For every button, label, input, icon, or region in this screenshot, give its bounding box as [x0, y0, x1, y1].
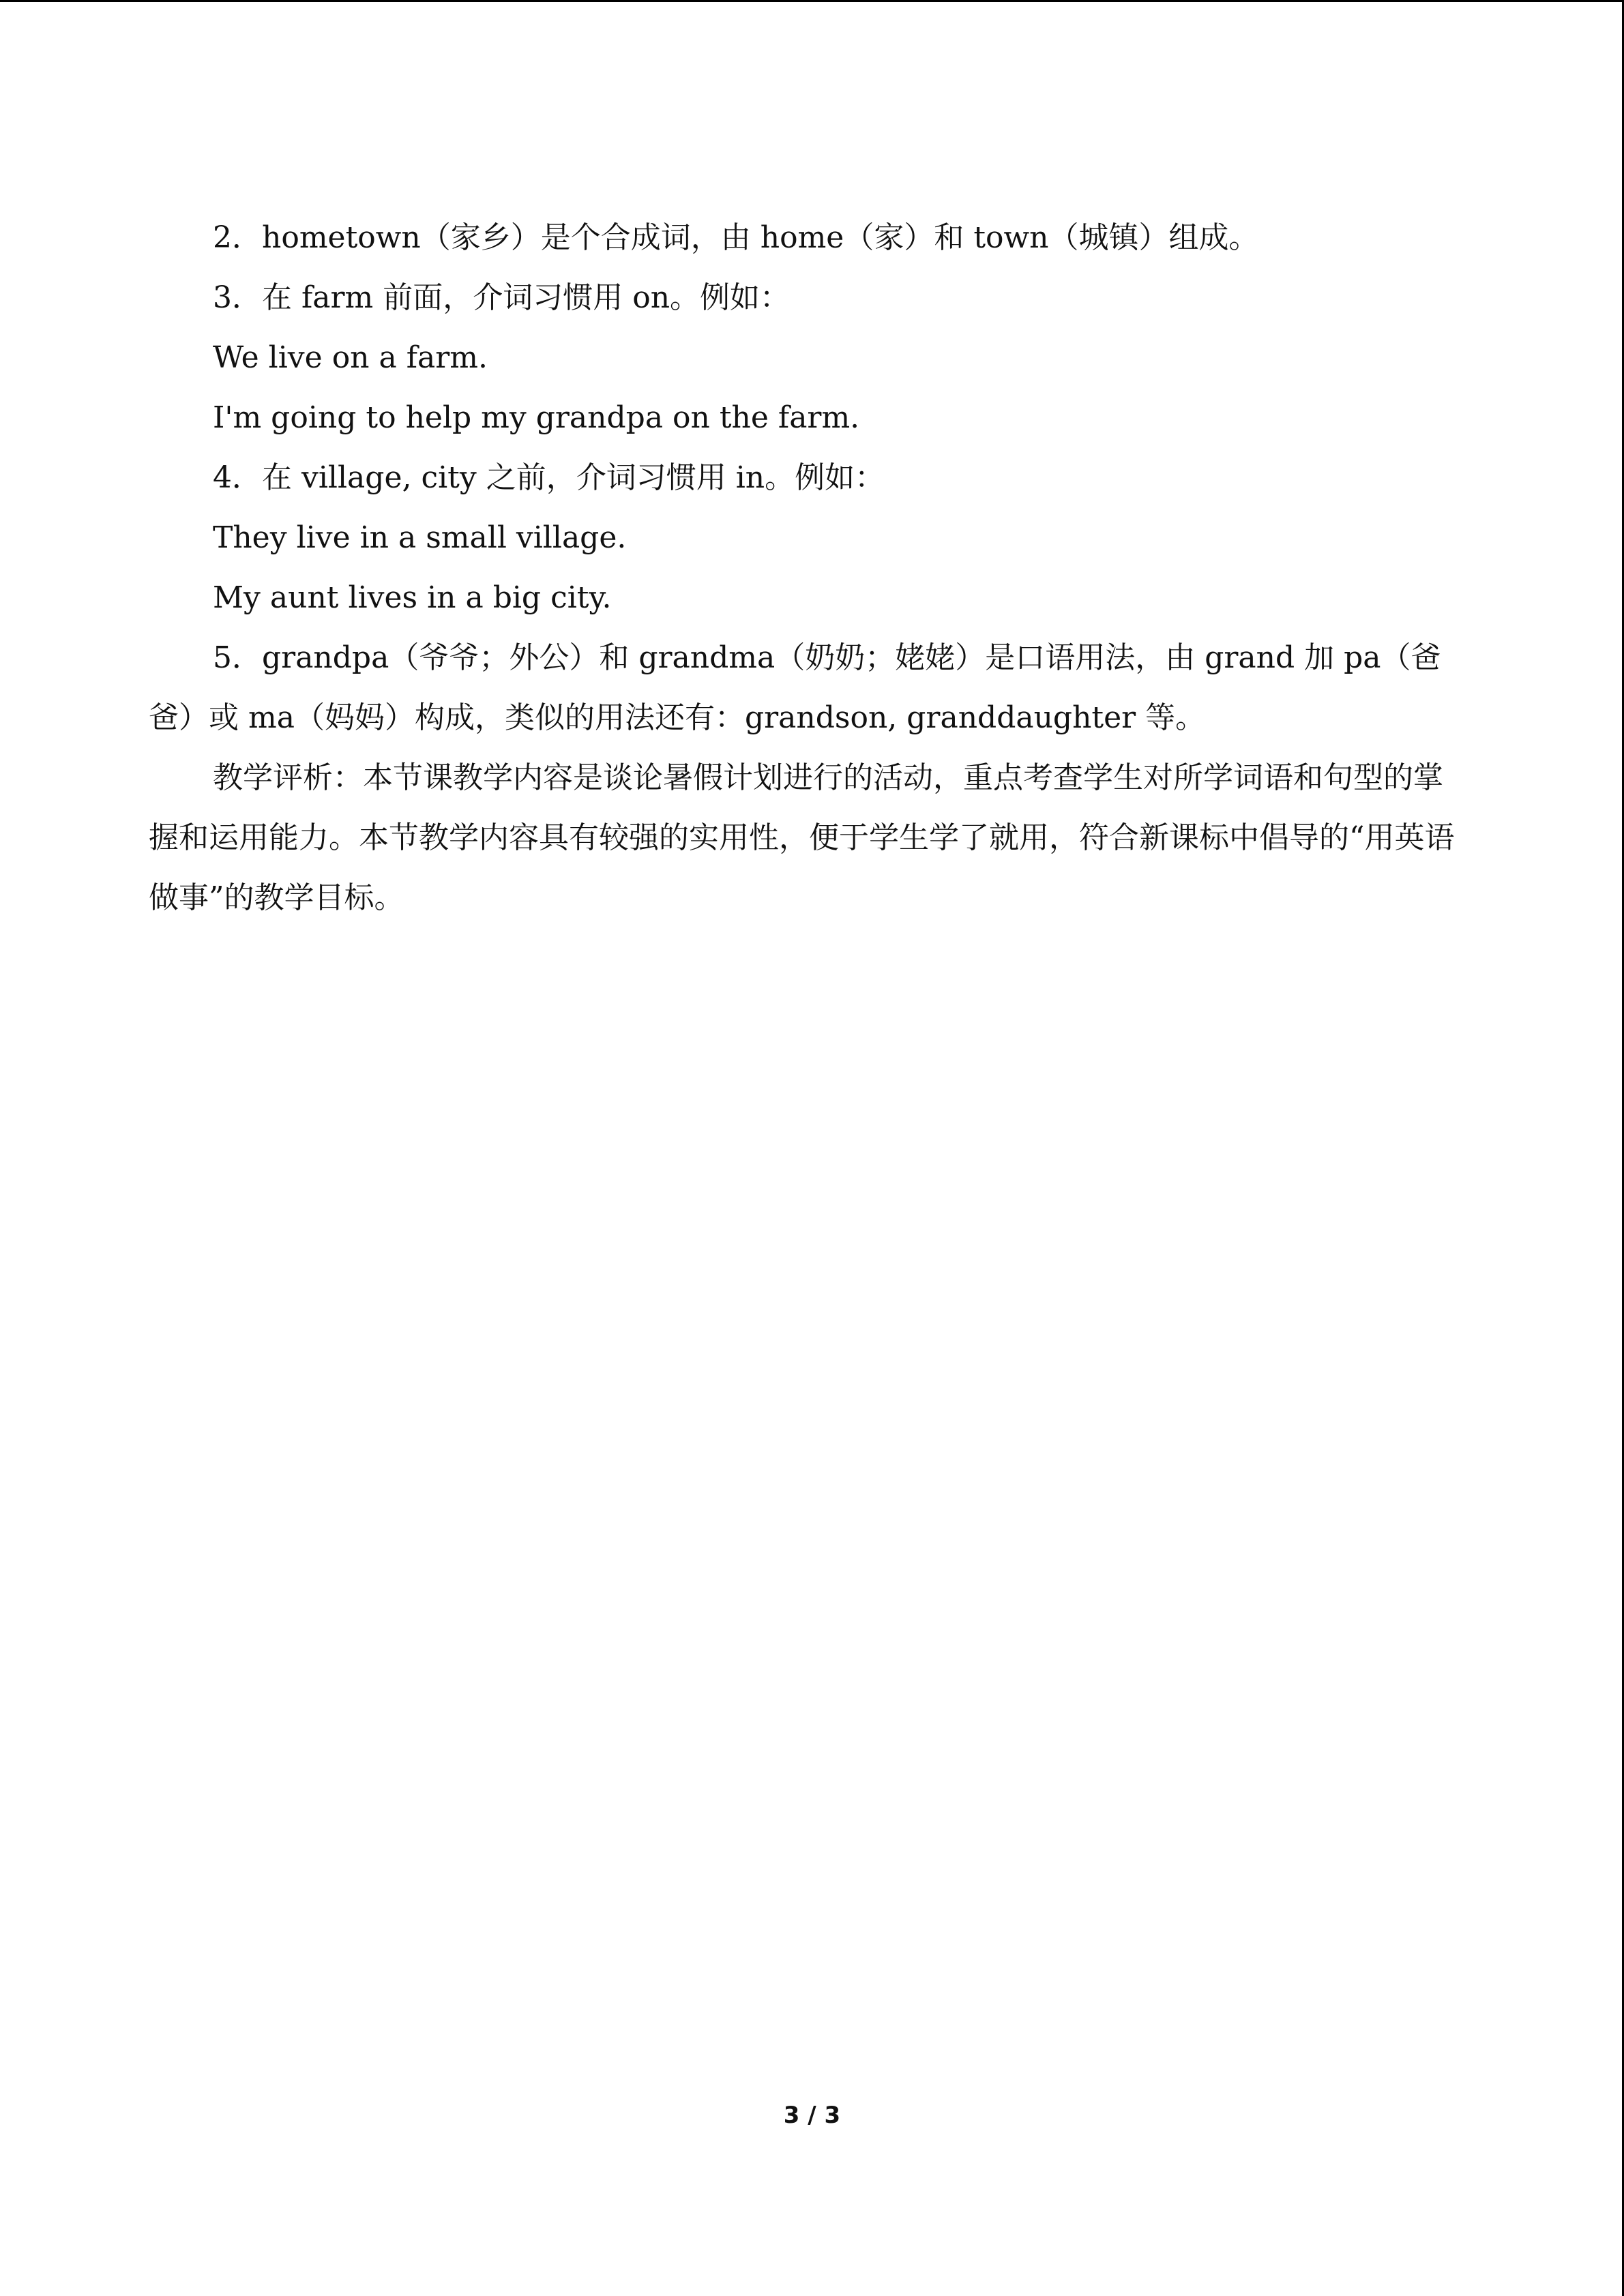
paragraph-note-2: 2．hometown（家乡）是个合成词，由 home（家）和 town（城镇）组成。 [213, 220, 1259, 255]
document-body [149, 208, 1458, 928]
page-top-border [0, 0, 1624, 2]
paragraph-note-3: 3．在 farm 前面，介词习惯用 on。例如： [213, 280, 791, 315]
example-sentence: I'm going to help my grandpa on the farm. [213, 400, 860, 435]
example-sentence: We live on a farm. [213, 340, 488, 375]
paragraph-teaching-evaluation: 教学评析：本节课教学内容是谈论暑假计划进行的活动，重点考查学生对所学词语和句型的掌握和运用能力。本节教学内容具有较强的实用性，便于学生学了就用，符合新课标中倡导的“用英语做事”的教学目标。 [149, 760, 1455, 915]
example-sentence: My aunt lives in a big city. [213, 580, 612, 615]
paragraph-note-5: 5．grandpa（爷爷；外公）和 grandma（奶奶；姥姥）是口语用法，由 grand 加 pa（爸爸）或 ma（妈妈）构成，类似的用法还有：grandson, granddaughter 等。 [149, 640, 1441, 735]
page-number: 3 / 3 [783, 2102, 841, 2129]
example-sentence: They live in a small village. [213, 520, 627, 555]
paragraph-note-4: 4．在 village, city 之前，介词习惯用 in。例如： [213, 460, 885, 495]
